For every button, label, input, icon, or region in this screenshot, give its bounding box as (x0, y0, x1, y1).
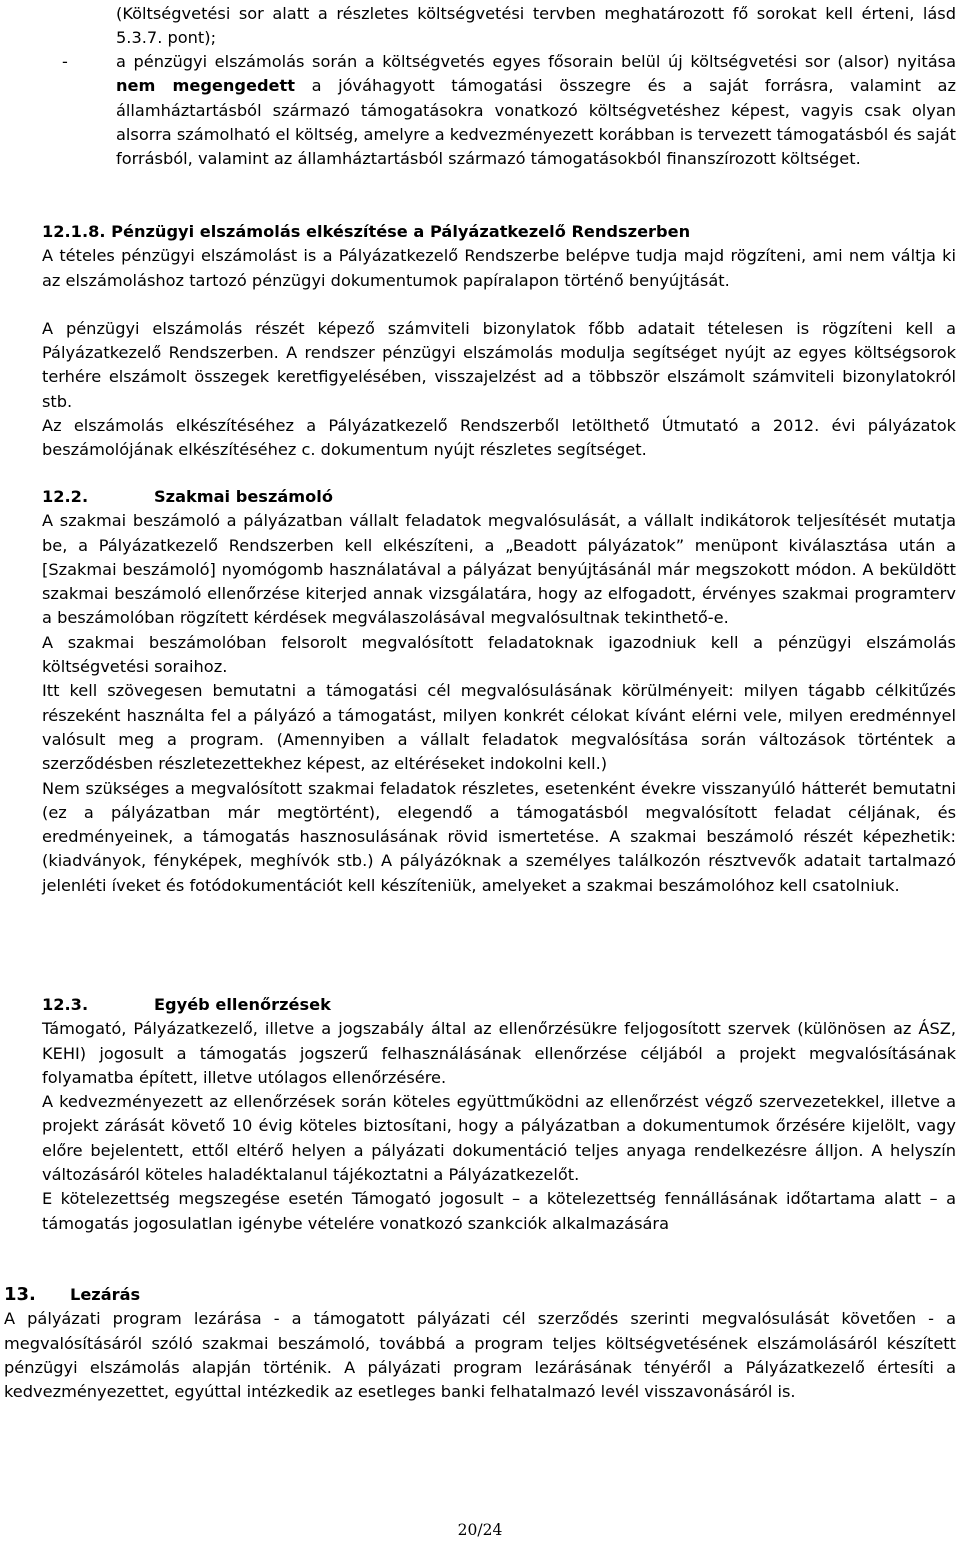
paragraph: A pénzügyi elszámolás részét képező számviteli bizonylatok főbb adatait tételesen is rögzíteni kell a Pályázatkezelő Rendszerben. A rendszer pénzügyi elszámolás modulja segítséget nyújt az egyes költségsorok terhére elszámolt összegek keretfigyelésében, visszajelzést ad a többször elszámolt számviteli bizonylatokról stb. (42, 318, 956, 411)
paragraph: E kötelezettség megszegése esetén Támogató jogosult – a kötelezettség fennállásának időtartama alatt – a támogatás jogosulatlan igénybe vételére vonatkozó szankciók alkalmazására (42, 1189, 956, 1233)
section-heading (42, 993, 956, 1017)
paragraph: A tételes pénzügyi elszámolást is a Pályázatkezelő Rendszerbe belépve tudja majd rögzíteni, ami nem váltja ki az elszámoláshoz tartozó pénzügyi dokumentumok papíralapon történő benyújtását. (42, 246, 956, 290)
section-13 (4, 1283, 956, 1404)
paragraph: Az elszámolás elkészítéséhez a Pályázatkezelő Rendszerből letölthető Útmutató a 2012. évi pályázatok beszámolójának elkészítéséhez c. dokumentum nyújt részletes segítséget. (42, 416, 956, 460)
paragraph: A szakmai beszámoló a pályázatban vállalt feladatok megvalósulását, a vállalt indikátorok teljesítését mutatja be, a Pályázatkezelő Rendszerben kell elkészíteni, a „Beadott pályázatok” menüpont kiválasztása után a [Szakmai beszámoló] nyomógomb használatával a pályázat benyújtásánál már megszokott módon. A beküldött szakmai beszámoló ellenőrzése kiterjed annak vizsgálatára, hogy az elfogadott, érvényes szakmai programterv a beszámolóban rögzített kérdések megválaszolásával megvalósultnak tekinthető-e. (42, 511, 956, 628)
section-12-3 (42, 993, 956, 1236)
section-number: 12.2. (42, 487, 89, 506)
list-dash: - (62, 52, 68, 71)
paragraph: A kedvezményezett az ellenőrzések során köteles együttműködni az ellenőrzést végző szervezetekkel, illetve a projekt zárását követő 10 évig köteles biztosítani, hogy a pályázatban a dokumentumok őrzésére kijelölt, vagy előre bejelentett, ettől eltérő helyen a pályázati dokumentáció teljes anyaga rendelkezésre álljon. A helyszín változásáról köteles haladéktalanul tájékoztatni a Pályázatkezelőt. (42, 1092, 956, 1185)
paragraph: Itt kell szövegesen bemutatni a támogatási cél megvalósulásának körülményeit: milyen tágabb célkitűzés részeként használta fel a pályázó a támogatást, milyen konkrét célokat kívánt elérni vele, milyen eredménnyel valósult meg a program. (Amennyiben a vállalt feladatok megvalósítása során változások történtek a szerződésben részletezettekhez képest, az eltéréseket indokolni kell.) (42, 681, 956, 774)
intro-continuation (116, 2, 956, 51)
section-12-2 (42, 485, 956, 898)
budget-line-note: (Költségvetési sor alatt a részletes költségvetési tervben meghatározott fő sorokat kell érteni, lásd 5.3.7. pont); (116, 4, 956, 48)
bullet-text-pre: a pénzügyi elszámolás során a költségvetés egyes fősorain belül új költségvetési sor (alsor) nyitása (116, 52, 956, 71)
paragraph: A pályázati program lezárása - a támogatott pályázati cél szerződés szerinti megvalósulását követően - a megvalósításáról szóló szakmai beszámoló, továbbá a program teljes költségvetésének elszámolásáról készített pénzügyi elszámolás alapján történik. A pályázati program lezárásának tényéről a Pályázatkezelő értesíti a kedvezményezettet, egyúttal intézkedik az esetleges banki felhatalmazó levél visszavonásáról is. (4, 1309, 956, 1402)
paragraph: A szakmai beszámolóban felsorolt megvalósított feladatoknak igazodniuk kell a pénzügyi elszámolás költségvetési soraihoz. (42, 632, 956, 677)
bullet-text-bold: nem megengedett (116, 76, 296, 96)
section-title: Lezárás (70, 1285, 141, 1304)
section-number: 12.3. (42, 995, 89, 1014)
section-title: Szakmai beszámoló (154, 487, 333, 506)
section-heading (42, 485, 956, 509)
paragraph: Támogató, Pályázatkezelő, illetve a jogszabály által az ellenőrzésükre feljogosított szervek (különösen az ÁSZ, KEHI) jogosult a támogatás jogszerű felhasználásának ellenőrzése céljából a projekt megvalósításának folyamatba épített, illetve utólagos ellenőrzésére. (42, 1019, 956, 1087)
bullet-text-post: a jóváhagyott támogatási összegre és a saját forrásra, valamint az államháztartásból származó támogatásokra vonatkozó költségvetéshez képest, vagyis csak olyan alsorra számolható el költség, amelyre a kedvezményezett korábban is tervezett támogatásból és saját forrásból, valamint az államháztartásból származó támogatásokból finanszírozott költséget. (116, 76, 956, 169)
section-heading: 12.1.8. Pénzügyi elszámolás elkészítése a Pályázatkezelő Rendszerben (42, 222, 691, 241)
section-heading (4, 1283, 956, 1307)
section-number: 13. (4, 1284, 36, 1305)
paragraph: Nem szükséges a megvalósított szakmai feladatok részletes, esetenként évekre visszanyúló hátterét bemutatni (ez a pályázatban már megtörtént), elegendő a támogatásból megvalósított feladat céljának, és eredményeinek, a támogatás hasznosulásának rövid ismertetése. A szakmai beszámoló részét képezhetik: (kiadványok, fényképek, meghívók stb.) A pályázóknak a személyes találkozón résztvevők adatait tartalmazó jelenléti íveket és fotódokumentációt kell készíteniük, amelyeket a szakmai beszámolóhoz kell csatolniuk. (42, 778, 956, 895)
page-number: 20/24 (457, 1521, 503, 1539)
section-title: Egyéb ellenőrzések (154, 995, 331, 1014)
list-item (116, 50, 956, 171)
section-12-1-8 (42, 220, 956, 463)
